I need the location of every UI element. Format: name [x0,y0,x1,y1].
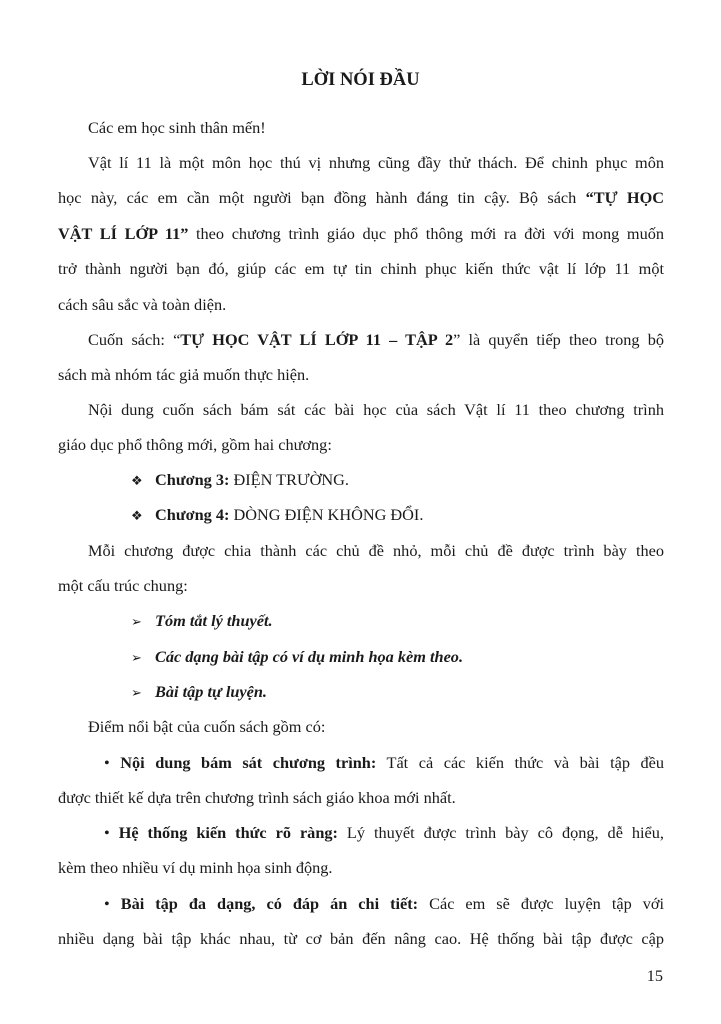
p2-line-1-text-c: ” là quyển tiếp theo trong bộ [453,330,664,349]
highlight-label: Hệ thống kiến thức rõ ràng: [118,823,338,842]
p3-line-1: Nội dung cuốn sách bám sát các bài học của sách Vật lí 11 theo chương trình [88,400,664,419]
p1-line-2-text: học này, các em cần một người bạn đồng hành đáng tin cậy. Bộ sách [58,188,586,207]
highlight-line-1 [104,753,664,773]
arrow-bullet-icon: ➢ [131,686,142,701]
highlight-text: Tất cả các kiến thức và bài tập đều [376,753,664,772]
p1-line-1: Vật lí 11 là một môn học thú vị nhưng cũng đầy thử thách. Để chinh phục môn [88,153,664,172]
book-title-end: VẬT LÍ LỚP 11” [58,224,189,243]
p1-line-3 [58,224,664,244]
highlight-line-1 [104,823,664,843]
p1-line-3-text: theo chương trình giáo dục phổ thông mới ra đời với mong muốn [188,224,664,243]
structure-item [131,682,267,702]
highlight-line-2: được thiết kế dựa trên chương trình sách giáo khoa mới nhất. [58,788,456,807]
arrow-bullet-icon: ➢ [131,615,142,630]
chapter-text: DÒNG ĐIỆN KHÔNG ĐỔI. [229,505,424,524]
bullet-dot: • [104,753,110,772]
highlight-label: Bài tập đa dạng, có đáp án chi tiết: [120,894,419,913]
p1-line-2 [58,188,664,208]
p4-line-1: Mỗi chương được chia thành các chủ đề nhỏ, mỗi chủ đề được trình bày theo [88,541,664,560]
p4-line-2: một cấu trúc chung: [58,576,188,595]
p5-line: Điểm nổi bật của cuốn sách gồm có: [88,717,326,736]
p1-line-5: cách sâu sắc và toàn diện. [58,295,227,314]
p2-line-1 [88,330,664,350]
structure-item [131,611,273,631]
structure-item [131,647,463,667]
p2-line-2: sách mà nhóm tác giả muốn thực hiện. [58,365,310,384]
page-title: LỜI NÓI ĐẦU [301,70,420,90]
structure-text: Các dạng bài tập có ví dụ minh họa kèm theo. [155,647,464,666]
p2-line-1-text-a: Cuốn sách: “ [88,330,181,349]
arrow-bullet-icon: ➢ [131,651,142,666]
structure-text: Tóm tắt lý thuyết. [155,611,273,630]
bullet-dot: • [104,894,110,913]
highlight-text: Các em sẽ được luyện tập với [418,894,664,913]
p1-line-4: trở thành người bạn đó, giúp các em tự tin chinh phục kiến thức vật lí lớp 11 một [58,259,664,278]
chapter-item [131,505,423,525]
highlight-label: Nội dung bám sát chương trình: [120,753,377,772]
book-title-start: “TỰ HỌC [585,188,664,207]
highlight-line-2: kèm theo nhiều ví dụ minh họa sinh động. [58,858,333,877]
chapter-label: Chương 3: [155,470,230,489]
chapter-item [131,470,349,490]
chapter-label: Chương 4: [155,505,230,524]
highlight-line-2: nhiều dạng bài tập khác nhau, từ cơ bản đến nâng cao. Hệ thống bài tập được cập [58,929,664,948]
highlight-text: Lý thuyết được trình bày cô đọng, dễ hiểu, [337,823,664,842]
bullet-dot: • [104,823,110,842]
page-number: 15 [646,966,663,985]
highlight-line-1 [104,894,664,914]
volume-title: TỰ HỌC VẬT LÍ LỚP 11 – TẬP 2 [180,330,454,349]
greeting: Các em học sinh thân mến! [88,118,266,137]
p3-line-2: giáo dục phổ thông mới, gồm hai chương: [58,435,332,454]
chapter-text: ĐIỆN TRƯỜNG. [229,470,349,489]
diamond-bullet-icon: ❖ [131,474,143,489]
structure-text: Bài tập tự luyện. [155,682,267,701]
diamond-bullet-icon: ❖ [131,509,143,524]
